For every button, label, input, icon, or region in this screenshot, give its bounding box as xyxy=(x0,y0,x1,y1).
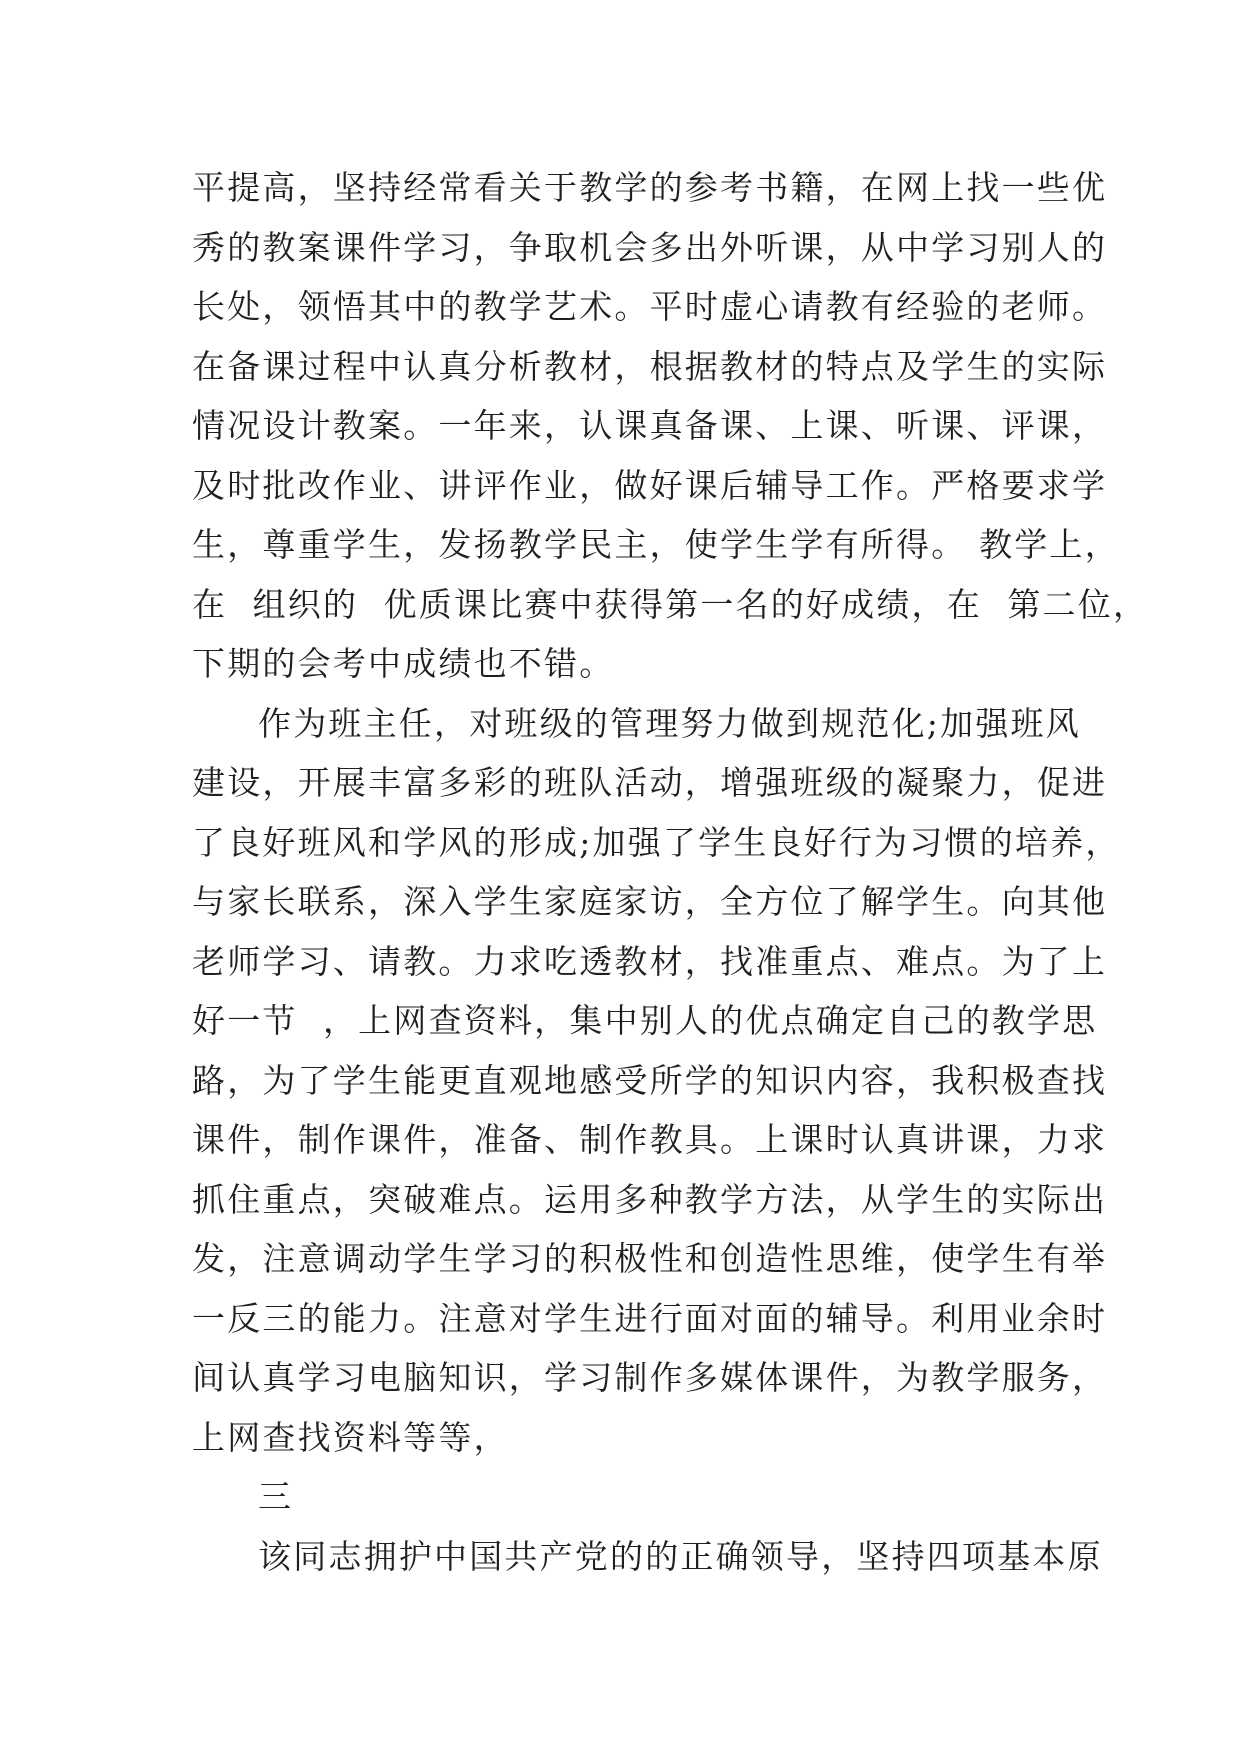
text-line: 老师学习、请教。力求吃透教材，找准重点、难点。为了上 xyxy=(192,941,1108,981)
text-line: 间认真学习电脑知识，学习制作多媒体课件，为教学服务， xyxy=(192,1358,1108,1397)
text-line: 情况设计教案。一年来，认课真备课、上课、听课、评课， xyxy=(192,406,1108,445)
text-line: 与家长联系，深入学生家庭家访，全方位了解学生。向其他 xyxy=(192,882,1108,921)
text-line: 路，为了学生能更直观地感受所学的知识内容，我积极查找 xyxy=(192,1060,1108,1100)
text-line: 下期的会考中成绩也不错。 xyxy=(192,644,615,683)
text-line: 一反三的能力。注意对学生进行面对面的辅导。利用业余时 xyxy=(192,1298,1108,1338)
body-text xyxy=(192,158,1149,1586)
text-line: 抓住重点，突破难点。运用多种教学方法，从学生的实际出 xyxy=(192,1179,1108,1219)
text-line: 了良好班风和学风的形成;加强了学生良好行为习惯的培养， xyxy=(192,822,1121,862)
text-line: 作为班主任，对班级的管理努力做到规范化;加强班风 xyxy=(258,703,1081,743)
text-line: 在 组织的 优质课比赛中获得第一名的好成绩，在 第二位， xyxy=(192,584,1149,624)
text-line: 课件，制作课件，准备、制作教具。上课时认真讲课，力求 xyxy=(192,1120,1108,1159)
text-line: 及时批改作业、讲评作业，做好课后辅导工作。严格要求学 xyxy=(192,465,1108,505)
text-line: 长处，领悟其中的教学艺术。平时虚心请教有经验的老师。 xyxy=(192,287,1108,326)
text-line: 在备课过程中认真分析教材，根据教材的特点及学生的实际 xyxy=(192,346,1108,386)
text-line: 该同志拥护中国共产党的的正确领导，坚持四项基本原 xyxy=(258,1536,1103,1576)
text-line: 建设，开展丰富多彩的班队活动，增强班级的凝聚力，促进 xyxy=(192,763,1108,802)
text-line: 秀的教案课件学习，争取机会多出外听课，从中学习别人的 xyxy=(192,227,1108,267)
text-line: 上网查找资料等等， xyxy=(192,1417,509,1457)
text-line: 发，注意调动学生学习的积极性和创造性思维，使学生有举 xyxy=(192,1239,1108,1278)
text-line: 生，尊重学生，发扬教学民主，使学生学有所得。 教学上， xyxy=(192,525,1120,564)
text-line: 好一节 ，上网查资料，集中别人的优点确定自己的教学思 xyxy=(192,1001,1098,1040)
text-line: 平提高，坚持经常看关于教学的参考书籍，在网上找一些优 xyxy=(192,168,1108,207)
section-number: 三 xyxy=(258,1477,294,1516)
